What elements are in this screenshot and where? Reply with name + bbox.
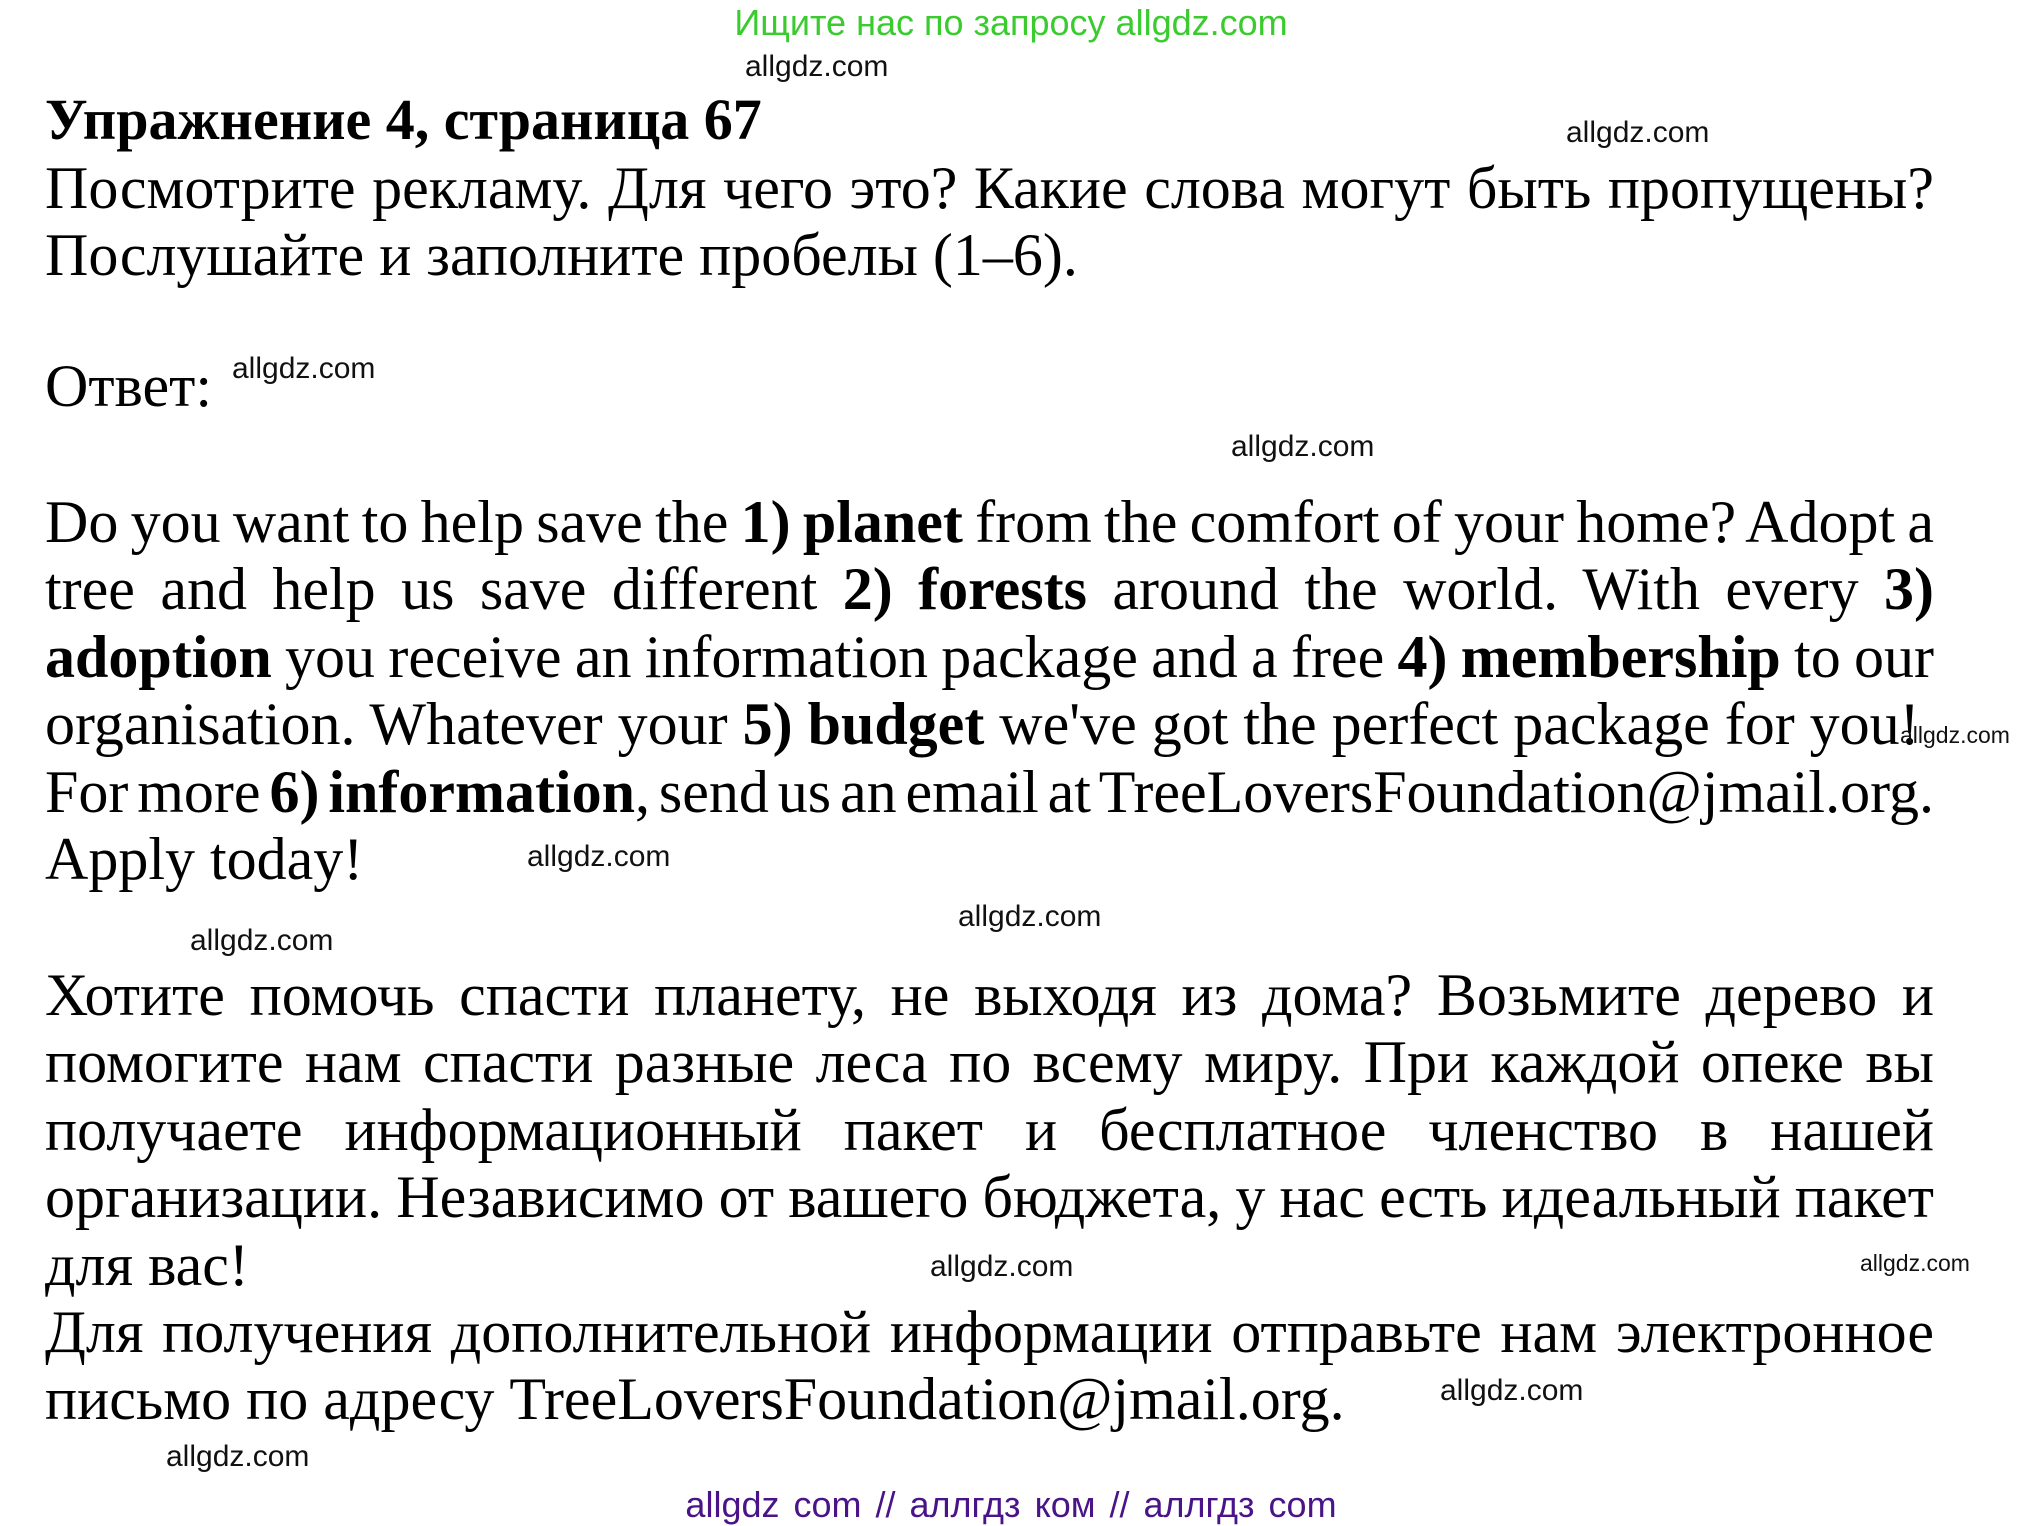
answer-word: 2) forests	[842, 556, 1087, 623]
watermark: allgdz.com	[1860, 1250, 1970, 1276]
text-segment: помогите нам спасти разные леса по всему миру. При каждой опеке вы	[45, 1029, 1934, 1096]
text-segment: письмо по адресу TreeLoversFoundation@jmail.org.	[45, 1366, 1345, 1433]
russian-line	[45, 1029, 1934, 1096]
answer-word: 4) membership	[1397, 623, 1781, 690]
text-segment: you receive an information package and a free	[271, 623, 1398, 690]
text-segment: Для получения дополнительной информации отправьте нам электронное	[45, 1299, 1934, 1365]
russian-line	[45, 1366, 1345, 1433]
english-line	[45, 759, 1934, 826]
russian-line	[45, 1097, 1934, 1164]
text-segment: для вас!	[45, 1231, 249, 1298]
text-segment: we've got the perfect package for you!	[984, 691, 1920, 758]
answer-word: 1) planet	[740, 489, 963, 555]
russian-line	[45, 1299, 1934, 1366]
watermark: allgdz.com	[958, 900, 1102, 933]
answer-word: 3)	[1884, 556, 1935, 623]
russian-line	[45, 1232, 249, 1299]
watermark: allgdz.com	[930, 1250, 1074, 1283]
text-segment: around the world. With every	[1086, 556, 1885, 623]
english-line	[45, 489, 1934, 556]
answer-word: adoption	[45, 623, 272, 690]
russian-line	[45, 962, 1934, 1029]
english-line	[45, 556, 1934, 623]
watermark: allgdz.com	[745, 50, 889, 83]
footer-links: allgdz com // аллгдз ком // аллгдз com	[685, 1484, 1337, 1525]
watermark: allgdz.com	[1566, 116, 1710, 149]
watermark: allgdz.com	[166, 1440, 310, 1473]
russian-line	[45, 1164, 1934, 1231]
watermark: allgdz.com	[527, 840, 671, 873]
watermark: allgdz.com	[190, 924, 334, 957]
task-line-1: Посмотрите рекламу. Для чего это? Какие слова могут быть пропущены?	[45, 155, 1934, 221]
promo-header: Ищите нас по запросу allgdz.com	[734, 2, 1288, 43]
text-segment: organisation. Whatever your	[45, 691, 743, 758]
answer-label: Ответ:	[45, 353, 213, 419]
task-line-2: Послушайте и заполните пробелы (1–6).	[45, 222, 1078, 288]
text-segment: Хотите помочь спасти планету, не выходя из дома? Возьмите дерево и	[45, 962, 1934, 1028]
text-segment: tree and help us save different	[45, 556, 843, 623]
english-line	[45, 624, 1934, 691]
text-segment: For more	[45, 758, 270, 825]
english-line	[45, 826, 363, 893]
watermark: allgdz.com	[232, 352, 376, 385]
text-segment: Do you want to help save the	[45, 489, 741, 555]
text-segment: to our	[1780, 623, 1935, 690]
page-title: Упражнение 4, страница 67	[45, 87, 762, 152]
answer-word: 6) information	[269, 758, 635, 825]
answer-word: 5) budget	[742, 691, 985, 758]
english-line	[45, 691, 1920, 758]
text-segment: получаете информационный пакет и бесплатное членство в нашей	[45, 1096, 1934, 1163]
text-segment: from the comfort of your home? Adopt a	[962, 489, 1935, 555]
text-segment: Apply today!	[45, 826, 364, 892]
text-segment: , send us an email at TreeLoversFoundation@jmail.org.	[634, 758, 1934, 825]
text-segment: организации. Независимо от вашего бюджета, у нас есть идеальный пакет	[45, 1164, 1934, 1231]
watermark: allgdz.com	[1440, 1374, 1584, 1407]
watermark: allgdz.com	[1900, 722, 2010, 748]
watermark: allgdz.com	[1231, 430, 1375, 463]
